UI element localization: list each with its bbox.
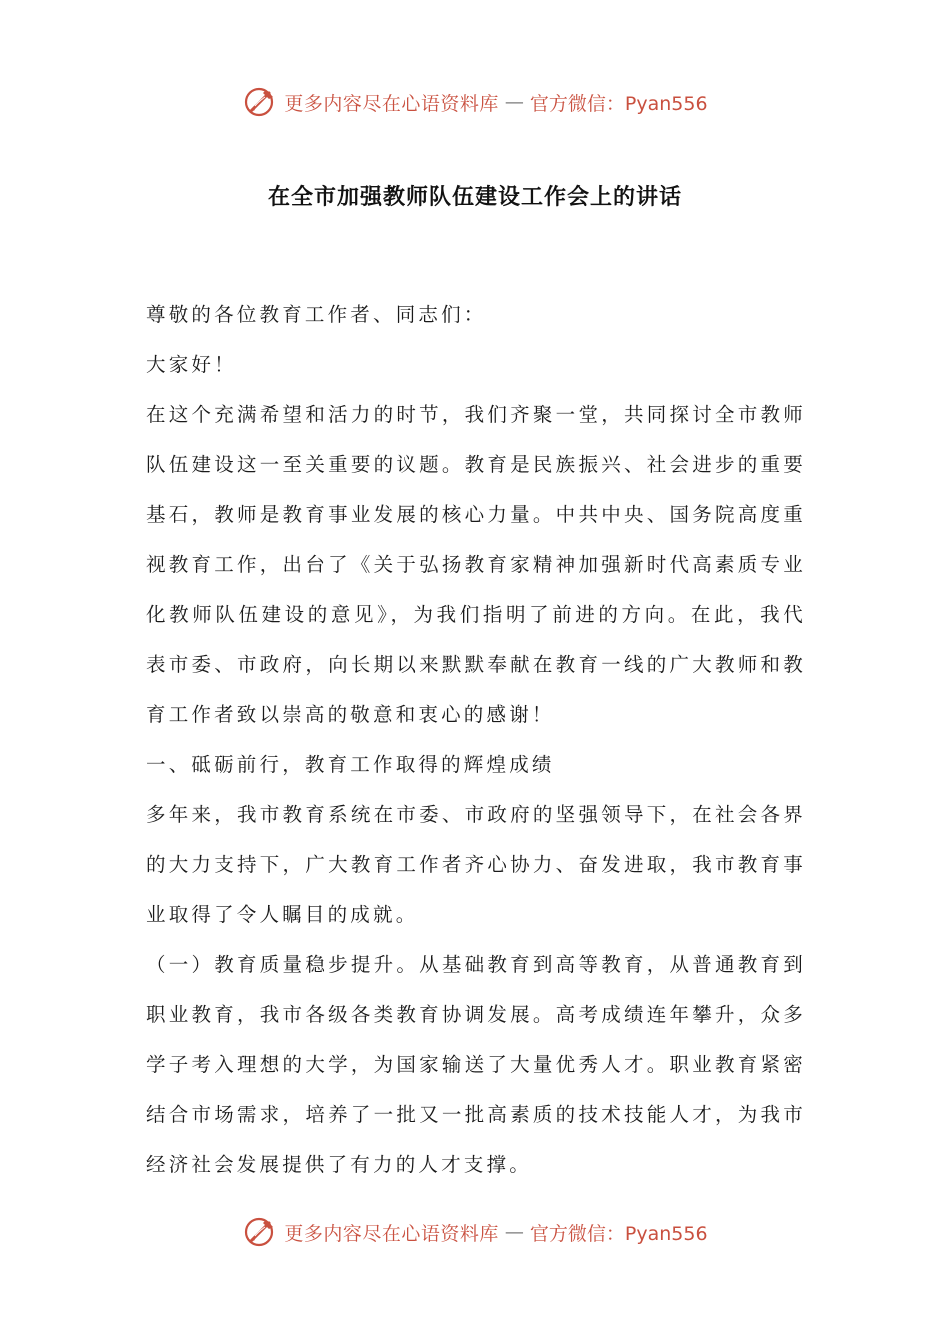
banner-brand-text: 更多内容尽在心语资料库	[284, 92, 499, 115]
banner-separator: —	[504, 1221, 524, 1243]
greeting: 大家好！	[146, 353, 237, 376]
banner-brand-text: 更多内容尽在心语资料库	[284, 1222, 499, 1245]
body-paragraph: 在这个充满希望和活力的时节，我们齐聚一堂，共同探讨全市教师队伍建设这一至关重要的议题。教育是民族振兴、社会进步的重要基石，教师是教育事业发展的核心力量。中共中央、国务院高度重视教育工作，出台了《关于弘扬教育家精神加强新时代高素质专业化教师队伍建设的意见》，为我们指明了前进的方向。在此，我代表市委、市政府，向长期以来默默奉献在教育一线的广大教师和教育工作者致以崇高的敬意和衷心的感谢！	[146, 403, 806, 726]
pen-logo-icon	[242, 1214, 278, 1250]
banner-wechat-text: 官方微信：Pyan556	[529, 92, 708, 115]
banner-wechat-text: 官方微信：Pyan556	[529, 1222, 708, 1245]
salutation: 尊敬的各位教育工作者、同志们：	[146, 303, 487, 326]
header-banner	[0, 82, 950, 122]
document-body	[146, 290, 806, 1190]
section-heading: 一、砥砺前行，教育工作取得的辉煌成绩	[146, 753, 555, 776]
pen-logo-icon	[242, 84, 278, 120]
body-paragraph: 多年来，我市教育系统在市委、市政府的坚强领导下，在社会各界的大力支持下，广大教育工作者齐心协力、奋发进取，我市教育事业取得了令人瞩目的成就。	[146, 803, 806, 926]
banner-separator: —	[504, 91, 524, 113]
body-paragraph: （一）教育质量稳步提升。从基础教育到高等教育，从普通教育到职业教育，我市各级各类教育协调发展。高考成绩连年攀升，众多学子考入理想的大学，为国家输送了大量优秀人才。职业教育紧密结合市场需求，培养了一批又一批高素质的技术技能人才，为我市经济社会发展提供了有力的人才支撑。	[146, 953, 806, 1176]
document-title: 在全市加强教师队伍建设工作会上的讲话	[267, 185, 682, 210]
footer-banner	[0, 1212, 950, 1252]
